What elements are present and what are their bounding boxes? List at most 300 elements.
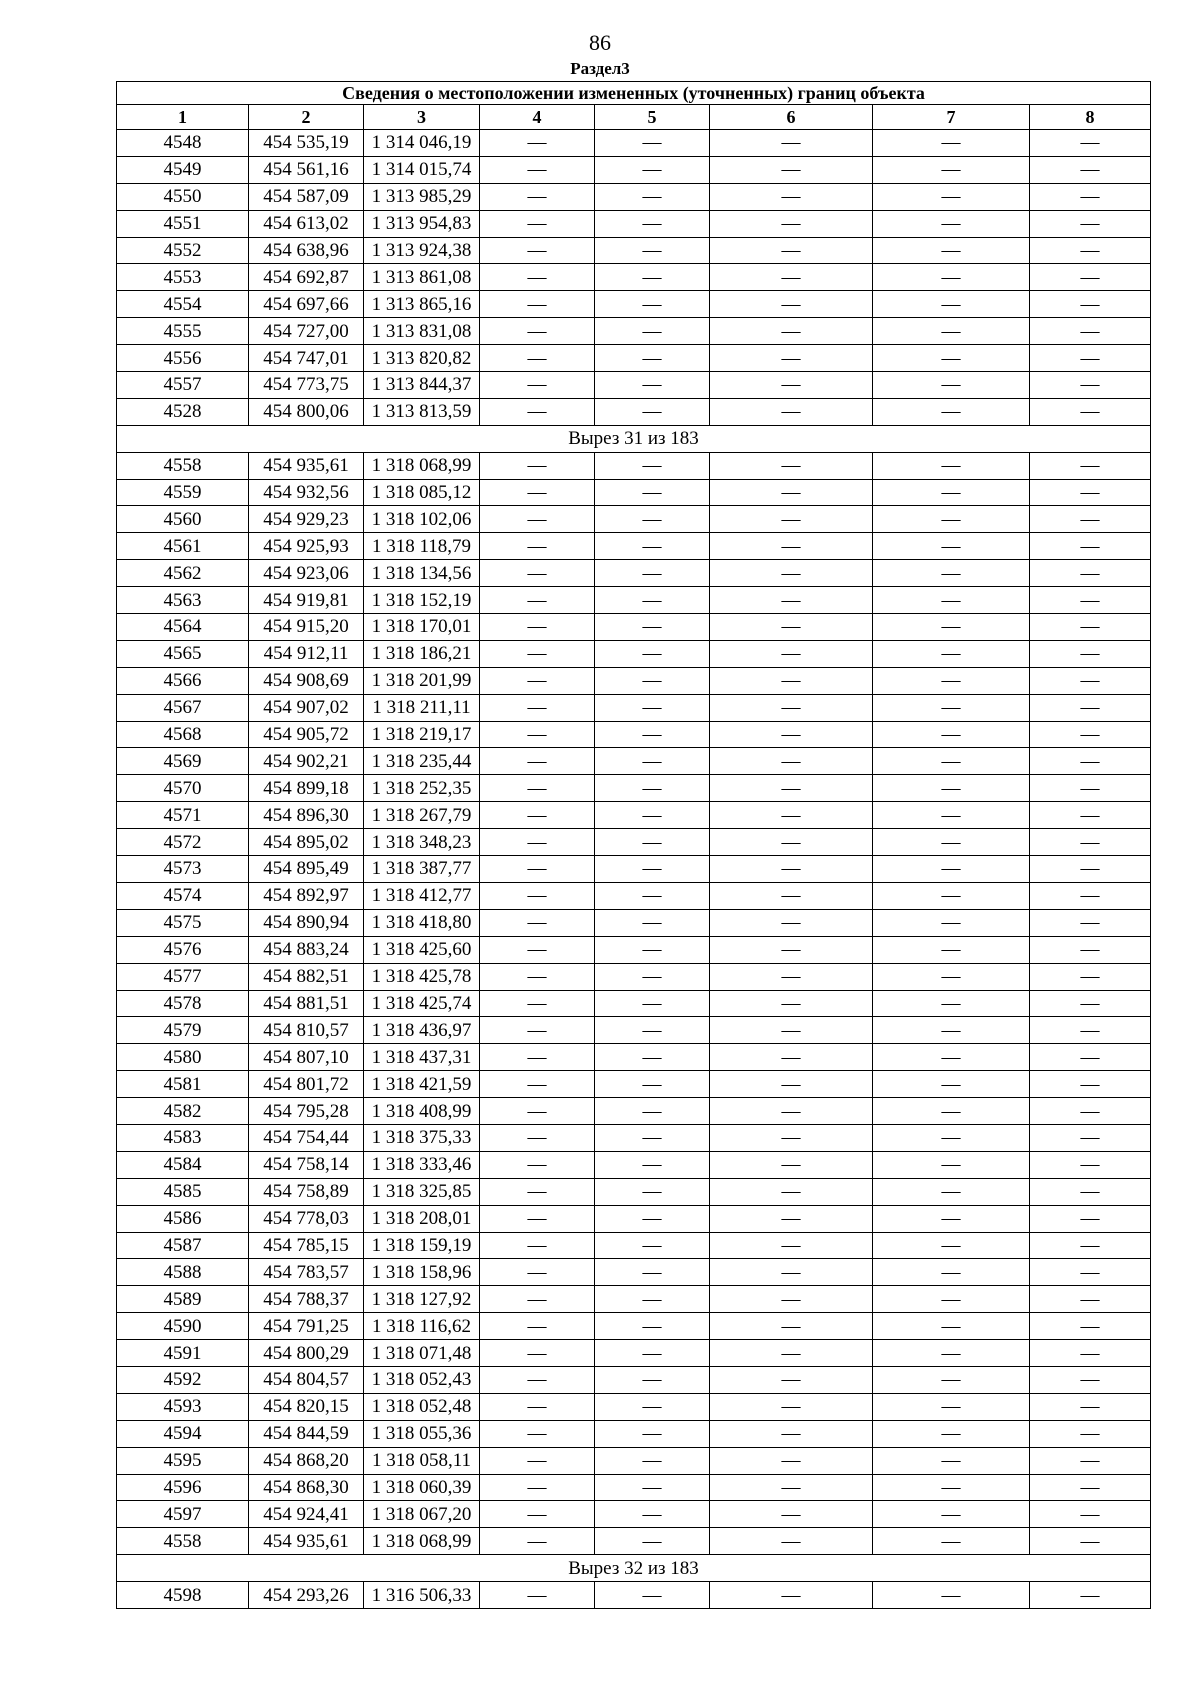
empty-value-cell: — bbox=[873, 587, 1030, 614]
empty-value-cell: — bbox=[595, 1474, 710, 1501]
empty-value-cell: — bbox=[595, 1044, 710, 1071]
empty-value-cell: — bbox=[873, 398, 1030, 425]
empty-value-cell: — bbox=[873, 775, 1030, 802]
column-header-row bbox=[117, 105, 1151, 130]
empty-value-cell: — bbox=[1030, 130, 1151, 157]
point-number-cell: 4587 bbox=[117, 1232, 249, 1259]
empty-value-cell: — bbox=[480, 1259, 595, 1286]
y-coordinate-cell: 1 313 813,59 bbox=[364, 398, 480, 425]
empty-value-cell: — bbox=[710, 318, 873, 345]
empty-value-cell: — bbox=[873, 318, 1030, 345]
empty-value-cell: — bbox=[710, 1582, 873, 1609]
point-number-cell: 4572 bbox=[117, 829, 249, 856]
empty-value-cell: — bbox=[1030, 1124, 1151, 1151]
empty-value-cell: — bbox=[710, 210, 873, 237]
point-number-cell: 4561 bbox=[117, 533, 249, 560]
y-coordinate-cell: 1 318 425,60 bbox=[364, 936, 480, 963]
empty-value-cell: — bbox=[480, 372, 595, 399]
y-coordinate-cell: 1 318 425,78 bbox=[364, 963, 480, 990]
empty-value-cell: — bbox=[873, 345, 1030, 372]
y-coordinate-cell: 1 314 046,19 bbox=[364, 130, 480, 157]
empty-value-cell: — bbox=[1030, 1447, 1151, 1474]
y-coordinate-cell: 1 318 387,77 bbox=[364, 856, 480, 883]
empty-value-cell: — bbox=[480, 1286, 595, 1313]
empty-value-cell: — bbox=[1030, 533, 1151, 560]
y-coordinate-cell: 1 318 055,36 bbox=[364, 1420, 480, 1447]
empty-value-cell: — bbox=[873, 667, 1030, 694]
empty-value-cell: — bbox=[480, 1420, 595, 1447]
y-coordinate-cell: 1 318 267,79 bbox=[364, 802, 480, 829]
point-number-cell: 4598 bbox=[117, 1582, 249, 1609]
empty-value-cell: — bbox=[873, 291, 1030, 318]
empty-value-cell: — bbox=[480, 1582, 595, 1609]
empty-value-cell: — bbox=[480, 130, 595, 157]
table-row bbox=[117, 210, 1151, 237]
x-coordinate-cell: 454 902,21 bbox=[249, 748, 364, 775]
x-coordinate-cell: 454 692,87 bbox=[249, 264, 364, 291]
x-coordinate-cell: 454 754,44 bbox=[249, 1124, 364, 1151]
empty-value-cell: — bbox=[480, 963, 595, 990]
empty-value-cell: — bbox=[873, 1259, 1030, 1286]
empty-value-cell: — bbox=[873, 452, 1030, 479]
empty-value-cell: — bbox=[480, 1528, 595, 1555]
x-coordinate-cell: 454 561,16 bbox=[249, 156, 364, 183]
empty-value-cell: — bbox=[595, 1340, 710, 1367]
table-row bbox=[117, 345, 1151, 372]
empty-value-cell: — bbox=[595, 1151, 710, 1178]
y-coordinate-cell: 1 313 820,82 bbox=[364, 345, 480, 372]
empty-value-cell: — bbox=[710, 802, 873, 829]
empty-value-cell: — bbox=[710, 587, 873, 614]
point-number-cell: 4555 bbox=[117, 318, 249, 345]
empty-value-cell: — bbox=[595, 1582, 710, 1609]
table-row bbox=[117, 909, 1151, 936]
empty-value-cell: — bbox=[595, 721, 710, 748]
empty-value-cell: — bbox=[595, 1232, 710, 1259]
empty-value-cell: — bbox=[1030, 1259, 1151, 1286]
table-row bbox=[117, 1501, 1151, 1528]
point-number-cell: 4568 bbox=[117, 721, 249, 748]
fragment-label: Вырез 31 из 183 bbox=[117, 425, 1151, 452]
empty-value-cell: — bbox=[595, 856, 710, 883]
empty-value-cell: — bbox=[595, 614, 710, 641]
empty-value-cell: — bbox=[1030, 237, 1151, 264]
empty-value-cell: — bbox=[873, 1017, 1030, 1044]
empty-value-cell: — bbox=[595, 1528, 710, 1555]
empty-value-cell: — bbox=[1030, 1071, 1151, 1098]
y-coordinate-cell: 1 318 067,20 bbox=[364, 1501, 480, 1528]
empty-value-cell: — bbox=[710, 748, 873, 775]
x-coordinate-cell: 454 899,18 bbox=[249, 775, 364, 802]
empty-value-cell: — bbox=[710, 775, 873, 802]
table-row bbox=[117, 1447, 1151, 1474]
point-number-cell: 4593 bbox=[117, 1393, 249, 1420]
x-coordinate-cell: 454 778,03 bbox=[249, 1205, 364, 1232]
empty-value-cell: — bbox=[1030, 318, 1151, 345]
empty-value-cell: — bbox=[710, 1151, 873, 1178]
empty-value-cell: — bbox=[480, 345, 595, 372]
empty-value-cell: — bbox=[873, 1393, 1030, 1420]
empty-value-cell: — bbox=[710, 1501, 873, 1528]
point-number-cell: 4588 bbox=[117, 1259, 249, 1286]
table-row bbox=[117, 721, 1151, 748]
empty-value-cell: — bbox=[1030, 398, 1151, 425]
empty-value-cell: — bbox=[595, 829, 710, 856]
empty-value-cell: — bbox=[595, 1071, 710, 1098]
empty-value-cell: — bbox=[1030, 963, 1151, 990]
empty-value-cell: — bbox=[1030, 560, 1151, 587]
empty-value-cell: — bbox=[480, 694, 595, 721]
empty-value-cell: — bbox=[480, 990, 595, 1017]
empty-value-cell: — bbox=[873, 372, 1030, 399]
empty-value-cell: — bbox=[1030, 345, 1151, 372]
empty-value-cell: — bbox=[710, 1447, 873, 1474]
empty-value-cell: — bbox=[480, 721, 595, 748]
empty-value-cell: — bbox=[873, 1313, 1030, 1340]
empty-value-cell: — bbox=[480, 1366, 595, 1393]
table-row bbox=[117, 264, 1151, 291]
empty-value-cell: — bbox=[595, 775, 710, 802]
empty-value-cell: — bbox=[595, 291, 710, 318]
y-coordinate-cell: 1 318 211,11 bbox=[364, 694, 480, 721]
y-coordinate-cell: 1 318 170,01 bbox=[364, 614, 480, 641]
point-number-cell: 4565 bbox=[117, 640, 249, 667]
empty-value-cell: — bbox=[1030, 1474, 1151, 1501]
empty-value-cell: — bbox=[595, 318, 710, 345]
x-coordinate-cell: 454 535,19 bbox=[249, 130, 364, 157]
y-coordinate-cell: 1 318 134,56 bbox=[364, 560, 480, 587]
point-number-cell: 4590 bbox=[117, 1313, 249, 1340]
empty-value-cell: — bbox=[480, 1447, 595, 1474]
y-coordinate-cell: 1 318 252,35 bbox=[364, 775, 480, 802]
empty-value-cell: — bbox=[1030, 990, 1151, 1017]
empty-value-cell: — bbox=[710, 398, 873, 425]
empty-value-cell: — bbox=[1030, 156, 1151, 183]
table-row bbox=[117, 560, 1151, 587]
point-number-cell: 4583 bbox=[117, 1124, 249, 1151]
table-row bbox=[117, 1366, 1151, 1393]
empty-value-cell: — bbox=[480, 533, 595, 560]
point-number-cell: 4574 bbox=[117, 882, 249, 909]
x-coordinate-cell: 454 881,51 bbox=[249, 990, 364, 1017]
x-coordinate-cell: 454 613,02 bbox=[249, 210, 364, 237]
table-row bbox=[117, 1232, 1151, 1259]
fragment-header-row bbox=[117, 1555, 1151, 1582]
point-number-cell: 4550 bbox=[117, 183, 249, 210]
empty-value-cell: — bbox=[480, 1151, 595, 1178]
empty-value-cell: — bbox=[595, 1098, 710, 1125]
empty-value-cell: — bbox=[1030, 775, 1151, 802]
empty-value-cell: — bbox=[1030, 748, 1151, 775]
empty-value-cell: — bbox=[1030, 372, 1151, 399]
empty-value-cell: — bbox=[1030, 1232, 1151, 1259]
empty-value-cell: — bbox=[710, 1071, 873, 1098]
empty-value-cell: — bbox=[480, 156, 595, 183]
x-coordinate-cell: 454 758,89 bbox=[249, 1178, 364, 1205]
empty-value-cell: — bbox=[710, 1259, 873, 1286]
empty-value-cell: — bbox=[1030, 936, 1151, 963]
empty-value-cell: — bbox=[1030, 1340, 1151, 1367]
x-coordinate-cell: 454 773,75 bbox=[249, 372, 364, 399]
table-row bbox=[117, 882, 1151, 909]
y-coordinate-cell: 1 318 325,85 bbox=[364, 1178, 480, 1205]
empty-value-cell: — bbox=[480, 1178, 595, 1205]
table-row bbox=[117, 1259, 1151, 1286]
table-row bbox=[117, 291, 1151, 318]
point-number-cell: 4551 bbox=[117, 210, 249, 237]
y-coordinate-cell: 1 318 186,21 bbox=[364, 640, 480, 667]
table-row bbox=[117, 372, 1151, 399]
x-coordinate-cell: 454 727,00 bbox=[249, 318, 364, 345]
empty-value-cell: — bbox=[710, 345, 873, 372]
empty-value-cell: — bbox=[873, 1151, 1030, 1178]
empty-value-cell: — bbox=[595, 1313, 710, 1340]
empty-value-cell: — bbox=[1030, 1501, 1151, 1528]
y-coordinate-cell: 1 318 052,48 bbox=[364, 1393, 480, 1420]
y-coordinate-cell: 1 313 985,29 bbox=[364, 183, 480, 210]
empty-value-cell: — bbox=[710, 990, 873, 1017]
table-row bbox=[117, 694, 1151, 721]
empty-value-cell: — bbox=[1030, 1420, 1151, 1447]
empty-value-cell: — bbox=[480, 1474, 595, 1501]
y-coordinate-cell: 1 318 333,46 bbox=[364, 1151, 480, 1178]
point-number-cell: 4559 bbox=[117, 479, 249, 506]
empty-value-cell: — bbox=[873, 479, 1030, 506]
fragment-header-row bbox=[117, 425, 1151, 452]
point-number-cell: 4571 bbox=[117, 802, 249, 829]
x-coordinate-cell: 454 896,30 bbox=[249, 802, 364, 829]
empty-value-cell: — bbox=[873, 210, 1030, 237]
x-coordinate-cell: 454 820,15 bbox=[249, 1393, 364, 1420]
y-coordinate-cell: 1 318 436,97 bbox=[364, 1017, 480, 1044]
empty-value-cell: — bbox=[710, 1366, 873, 1393]
empty-value-cell: — bbox=[595, 667, 710, 694]
empty-value-cell: — bbox=[595, 560, 710, 587]
empty-value-cell: — bbox=[1030, 1017, 1151, 1044]
empty-value-cell: — bbox=[595, 130, 710, 157]
empty-value-cell: — bbox=[710, 614, 873, 641]
point-number-cell: 4569 bbox=[117, 748, 249, 775]
y-coordinate-cell: 1 318 071,48 bbox=[364, 1340, 480, 1367]
empty-value-cell: — bbox=[480, 183, 595, 210]
y-coordinate-cell: 1 318 127,92 bbox=[364, 1286, 480, 1313]
empty-value-cell: — bbox=[1030, 909, 1151, 936]
empty-value-cell: — bbox=[480, 909, 595, 936]
empty-value-cell: — bbox=[873, 829, 1030, 856]
y-coordinate-cell: 1 318 348,23 bbox=[364, 829, 480, 856]
empty-value-cell: — bbox=[595, 802, 710, 829]
point-number-cell: 4573 bbox=[117, 856, 249, 883]
column-header: 4 bbox=[480, 105, 595, 130]
column-header: 3 bbox=[364, 105, 480, 130]
x-coordinate-cell: 454 935,61 bbox=[249, 1528, 364, 1555]
empty-value-cell: — bbox=[595, 479, 710, 506]
point-number-cell: 4582 bbox=[117, 1098, 249, 1125]
empty-value-cell: — bbox=[480, 318, 595, 345]
empty-value-cell: — bbox=[1030, 506, 1151, 533]
table-row bbox=[117, 640, 1151, 667]
empty-value-cell: — bbox=[873, 990, 1030, 1017]
table-row bbox=[117, 398, 1151, 425]
x-coordinate-cell: 454 868,30 bbox=[249, 1474, 364, 1501]
y-coordinate-cell: 1 313 844,37 bbox=[364, 372, 480, 399]
empty-value-cell: — bbox=[595, 1017, 710, 1044]
point-number-cell: 4552 bbox=[117, 237, 249, 264]
empty-value-cell: — bbox=[710, 882, 873, 909]
point-number-cell: 4528 bbox=[117, 398, 249, 425]
x-coordinate-cell: 454 638,96 bbox=[249, 237, 364, 264]
x-coordinate-cell: 454 801,72 bbox=[249, 1071, 364, 1098]
point-number-cell: 4589 bbox=[117, 1286, 249, 1313]
y-coordinate-cell: 1 318 208,01 bbox=[364, 1205, 480, 1232]
empty-value-cell: — bbox=[710, 909, 873, 936]
page-number: 86 bbox=[589, 30, 611, 55]
x-coordinate-cell: 454 935,61 bbox=[249, 452, 364, 479]
empty-value-cell: — bbox=[595, 936, 710, 963]
empty-value-cell: — bbox=[873, 156, 1030, 183]
table-row bbox=[117, 775, 1151, 802]
y-coordinate-cell: 1 318 437,31 bbox=[364, 1044, 480, 1071]
x-coordinate-cell: 454 807,10 bbox=[249, 1044, 364, 1071]
point-number-cell: 4578 bbox=[117, 990, 249, 1017]
point-number-cell: 4558 bbox=[117, 1528, 249, 1555]
table-row bbox=[117, 156, 1151, 183]
empty-value-cell: — bbox=[710, 372, 873, 399]
point-number-cell: 4581 bbox=[117, 1071, 249, 1098]
x-coordinate-cell: 454 908,69 bbox=[249, 667, 364, 694]
empty-value-cell: — bbox=[595, 156, 710, 183]
empty-value-cell: — bbox=[1030, 882, 1151, 909]
table-row bbox=[117, 533, 1151, 560]
table-row bbox=[117, 614, 1151, 641]
x-coordinate-cell: 454 925,93 bbox=[249, 533, 364, 560]
empty-value-cell: — bbox=[595, 533, 710, 560]
point-number-cell: 4585 bbox=[117, 1178, 249, 1205]
empty-value-cell: — bbox=[710, 183, 873, 210]
empty-value-cell: — bbox=[873, 802, 1030, 829]
empty-value-cell: — bbox=[595, 1259, 710, 1286]
x-coordinate-cell: 454 924,41 bbox=[249, 1501, 364, 1528]
empty-value-cell: — bbox=[873, 1501, 1030, 1528]
empty-value-cell: — bbox=[873, 936, 1030, 963]
empty-value-cell: — bbox=[710, 1313, 873, 1340]
empty-value-cell: — bbox=[873, 506, 1030, 533]
empty-value-cell: — bbox=[1030, 1151, 1151, 1178]
empty-value-cell: — bbox=[1030, 1205, 1151, 1232]
y-coordinate-cell: 1 318 425,74 bbox=[364, 990, 480, 1017]
x-coordinate-cell: 454 804,57 bbox=[249, 1366, 364, 1393]
empty-value-cell: — bbox=[873, 1447, 1030, 1474]
x-coordinate-cell: 454 883,24 bbox=[249, 936, 364, 963]
empty-value-cell: — bbox=[480, 614, 595, 641]
y-coordinate-cell: 1 318 219,17 bbox=[364, 721, 480, 748]
empty-value-cell: — bbox=[595, 506, 710, 533]
empty-value-cell: — bbox=[1030, 1313, 1151, 1340]
empty-value-cell: — bbox=[595, 1205, 710, 1232]
empty-value-cell: — bbox=[480, 560, 595, 587]
empty-value-cell: — bbox=[873, 856, 1030, 883]
point-number-cell: 4576 bbox=[117, 936, 249, 963]
x-coordinate-cell: 454 800,29 bbox=[249, 1340, 364, 1367]
table-row bbox=[117, 587, 1151, 614]
empty-value-cell: — bbox=[1030, 1582, 1151, 1609]
empty-value-cell: — bbox=[710, 1393, 873, 1420]
table-row bbox=[117, 237, 1151, 264]
empty-value-cell: — bbox=[710, 1124, 873, 1151]
empty-value-cell: — bbox=[710, 452, 873, 479]
empty-value-cell: — bbox=[595, 452, 710, 479]
empty-value-cell: — bbox=[710, 1017, 873, 1044]
empty-value-cell: — bbox=[710, 1205, 873, 1232]
empty-value-cell: — bbox=[480, 587, 595, 614]
empty-value-cell: — bbox=[710, 291, 873, 318]
table-row bbox=[117, 1528, 1151, 1555]
point-number-cell: 4566 bbox=[117, 667, 249, 694]
y-coordinate-cell: 1 318 052,43 bbox=[364, 1366, 480, 1393]
empty-value-cell: — bbox=[873, 264, 1030, 291]
empty-value-cell: — bbox=[595, 963, 710, 990]
table-row bbox=[117, 667, 1151, 694]
empty-value-cell: — bbox=[480, 452, 595, 479]
x-coordinate-cell: 454 844,59 bbox=[249, 1420, 364, 1447]
point-number-cell: 4580 bbox=[117, 1044, 249, 1071]
empty-value-cell: — bbox=[1030, 587, 1151, 614]
column-header: 5 bbox=[595, 105, 710, 130]
point-number-cell: 4556 bbox=[117, 345, 249, 372]
point-number-cell: 4570 bbox=[117, 775, 249, 802]
point-number-cell: 4553 bbox=[117, 264, 249, 291]
empty-value-cell: — bbox=[873, 1178, 1030, 1205]
empty-value-cell: — bbox=[1030, 640, 1151, 667]
empty-value-cell: — bbox=[480, 1098, 595, 1125]
x-coordinate-cell: 454 800,06 bbox=[249, 398, 364, 425]
empty-value-cell: — bbox=[595, 1420, 710, 1447]
empty-value-cell: — bbox=[710, 694, 873, 721]
empty-value-cell: — bbox=[480, 1124, 595, 1151]
y-coordinate-cell: 1 313 831,08 bbox=[364, 318, 480, 345]
x-coordinate-cell: 454 905,72 bbox=[249, 721, 364, 748]
empty-value-cell: — bbox=[480, 264, 595, 291]
empty-value-cell: — bbox=[595, 640, 710, 667]
empty-value-cell: — bbox=[595, 264, 710, 291]
y-coordinate-cell: 1 318 068,99 bbox=[364, 452, 480, 479]
point-number-cell: 4548 bbox=[117, 130, 249, 157]
point-number-cell: 4579 bbox=[117, 1017, 249, 1044]
empty-value-cell: — bbox=[710, 1474, 873, 1501]
y-coordinate-cell: 1 313 954,83 bbox=[364, 210, 480, 237]
table-row bbox=[117, 1205, 1151, 1232]
empty-value-cell: — bbox=[710, 560, 873, 587]
empty-value-cell: — bbox=[595, 1501, 710, 1528]
empty-value-cell: — bbox=[710, 237, 873, 264]
empty-value-cell: — bbox=[710, 667, 873, 694]
empty-value-cell: — bbox=[595, 694, 710, 721]
empty-value-cell: — bbox=[710, 1420, 873, 1447]
empty-value-cell: — bbox=[1030, 856, 1151, 883]
empty-value-cell: — bbox=[480, 748, 595, 775]
empty-value-cell: — bbox=[480, 1340, 595, 1367]
empty-value-cell: — bbox=[710, 479, 873, 506]
x-coordinate-cell: 454 795,28 bbox=[249, 1098, 364, 1125]
empty-value-cell: — bbox=[710, 963, 873, 990]
empty-value-cell: — bbox=[480, 1232, 595, 1259]
empty-value-cell: — bbox=[873, 1124, 1030, 1151]
point-number-cell: 4564 bbox=[117, 614, 249, 641]
table-row bbox=[117, 748, 1151, 775]
table-row bbox=[117, 1582, 1151, 1609]
table-row bbox=[117, 130, 1151, 157]
empty-value-cell: — bbox=[595, 748, 710, 775]
